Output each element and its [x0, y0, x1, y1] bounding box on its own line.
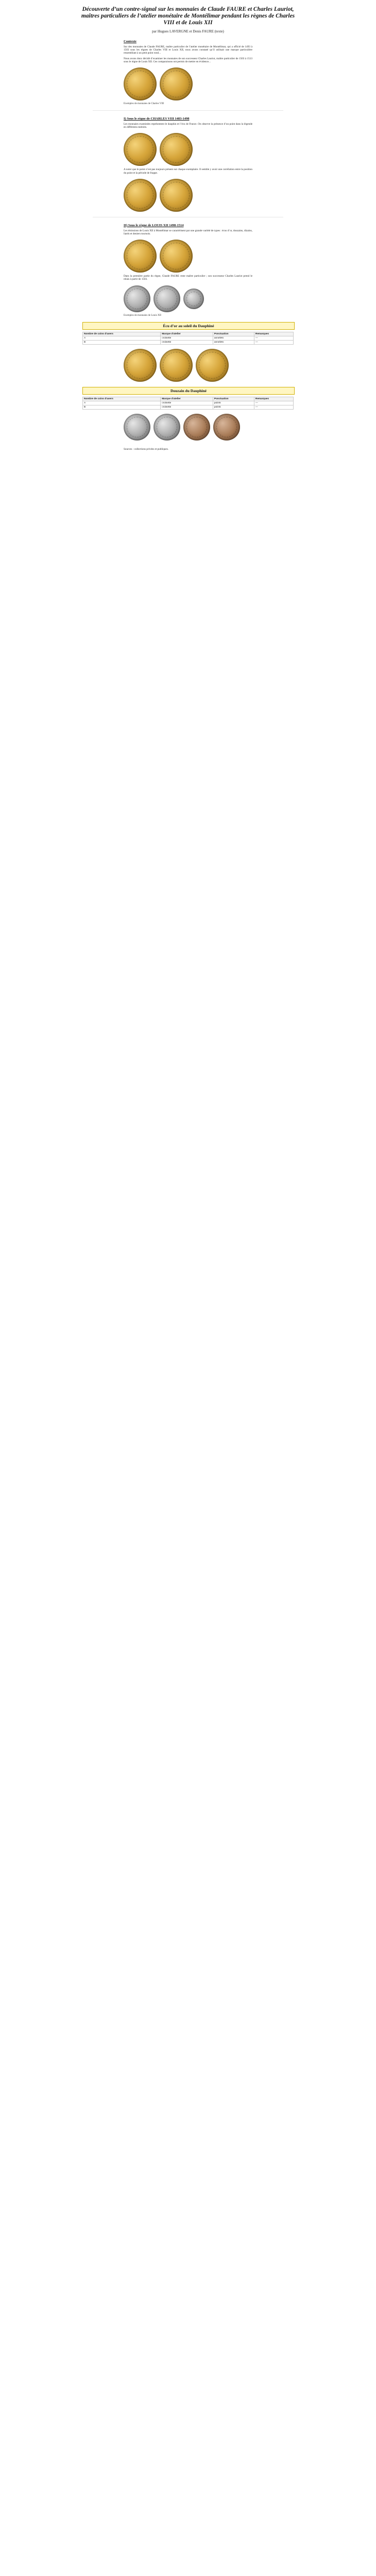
bottom-note: Sources : collections privées et publiques. [124, 447, 169, 451]
coin-image [160, 179, 193, 212]
coin-row [124, 349, 376, 382]
table-header-row [83, 332, 294, 336]
coin-image [124, 133, 157, 166]
table-cell: croisette [161, 405, 213, 409]
table-cell: B [83, 340, 161, 344]
coin-row [124, 67, 376, 100]
coin-image [160, 67, 193, 100]
coin-row [124, 133, 376, 166]
coin-ring [199, 352, 226, 379]
coin-image [213, 414, 240, 440]
section-paragraph: Sur des monnaies de Claude FAURE, maître particulier de l’atelier monétaire de Montélimar, qui a officié de 1493 à 1503 sous les règnes de Charles VIII et Louis XII, nous avons constaté qu’il utilisait une marque particulière ressemblant à un petit point rond... [124, 45, 252, 55]
coin-image [124, 67, 157, 100]
coin-image [124, 414, 150, 440]
table-cell: B [83, 405, 161, 409]
table-row [83, 336, 294, 340]
coin-image [124, 179, 157, 212]
table-header-cell: Nombre de coins d'avers [83, 332, 161, 336]
image-caption: Exemples de monnaies de Charles VIII [124, 103, 164, 106]
coin-ring [163, 71, 190, 97]
table-cell: A [83, 401, 161, 405]
coin-ring [127, 136, 153, 163]
section-paragraph: Nous avons donc décidé d’examiner les monnaies de son successeur Charles Lauriot, maître particulier de 1503 à 1513 sous le règne de Louis XII. Ces comparaisons ont permis de mettre en évidence... [124, 57, 252, 63]
coin-ring [216, 417, 237, 437]
page-subtitle: par Hugues LAVERGNE et Denis FAURE (texte) [152, 29, 224, 33]
coin-ring [127, 289, 147, 309]
coin-ring [127, 182, 153, 209]
table-cell: A [83, 336, 161, 340]
coin-image [183, 289, 204, 309]
coin-ring [163, 243, 190, 269]
table-row [83, 405, 294, 409]
divider [93, 110, 283, 111]
coin-image [160, 349, 193, 382]
table-cell: — [254, 405, 293, 409]
coin-image [160, 240, 193, 273]
table-header-cell: Marque d'atelier [161, 332, 213, 336]
image-caption: Exemples de monnaies de Louis XII [124, 314, 161, 317]
coin-image [183, 414, 210, 440]
coin-image [124, 349, 157, 382]
coin-ring [127, 352, 153, 379]
section-paragraph: Dans la première partie du règne, Claude FAURE reste maître particulier ; son successeur Charles Lauriot prend le relais à partir de 1503. [124, 275, 252, 281]
table-header-cell: Ponctuation [213, 397, 254, 401]
coin-row [124, 179, 376, 212]
spacer [0, 440, 376, 446]
table-title: Écu d’or au soleil du Dauphiné [82, 322, 295, 330]
section-paragraph: Les monnaies examinées représentent le dauphin et l’écu de France. On observe la présence d’un point dans la légende en différents endroits. [124, 123, 252, 129]
section-heading-contexte: Contexte [124, 40, 136, 43]
section-paragraph: Les émissions de Louis XII à Montélimar se caractérisent par une grande variété de types : écus d’or, douzains, dizains, liards et deniers tournois. [124, 229, 252, 236]
coin-image [153, 285, 180, 312]
coin-row [124, 240, 376, 273]
table-title: Douzain du Dauphiné [82, 387, 295, 395]
page-title: Découverte d’un contre-signal sur les monnaies de Claude FAURE et Charles Lauriot, maîtres particuliers de l’atelier monétaire de Montélimar pendant les règnes de Charles VIII et de Louis XII [81, 6, 295, 26]
coin-image [196, 349, 229, 382]
coin-ring [163, 352, 190, 379]
section-heading-louis-xii: II) Sous le règne de LOUIS XII 1498-1514 [124, 223, 184, 227]
data-table [82, 332, 294, 345]
table-cell: points [213, 401, 254, 405]
coin-image [153, 414, 180, 440]
coin-row [124, 285, 376, 312]
table-row [83, 401, 294, 405]
table-cell: annelets [213, 336, 254, 340]
table-cell: croisette [161, 340, 213, 344]
table-header-cell: Remarques [254, 332, 293, 336]
coin-image [124, 285, 150, 312]
data-table [82, 397, 294, 410]
coin-ring [157, 417, 177, 437]
coin-ring [127, 417, 147, 437]
table-cell: points [213, 405, 254, 409]
table-cell: annelets [213, 340, 254, 344]
table-header-cell: Nombre de coins d'avers [83, 397, 161, 401]
coin-ring [186, 292, 201, 306]
table-header-cell: Ponctuation [213, 332, 254, 336]
coin-ring [127, 71, 153, 97]
coin-image [160, 133, 193, 166]
table-header-row [83, 397, 294, 401]
coin-ring [157, 289, 177, 309]
table-cell: — [254, 340, 293, 344]
coin-row [124, 414, 376, 440]
table-header-cell: Remarques [254, 397, 293, 401]
table-row [83, 340, 294, 344]
table-header-cell: Marque d'atelier [161, 397, 213, 401]
table-cell: — [254, 336, 293, 340]
section-paragraph: A noter que le point n’est pas toujours présent sur chaque exemplaire. Il semble y avoir une corrélation entre la position du point et la période de frappe. [124, 168, 252, 175]
coin-ring [163, 136, 190, 163]
table-cell: — [254, 401, 293, 405]
coin-ring [127, 243, 153, 269]
coin-ring [163, 182, 190, 209]
coin-image [124, 240, 157, 273]
section-heading-charles-viii: I) Sous le règne de CHARLES VIII 1483-1498 [124, 117, 190, 121]
coin-ring [186, 417, 207, 437]
table-cell: croisette [161, 401, 213, 405]
table-cell: croisette [161, 336, 213, 340]
